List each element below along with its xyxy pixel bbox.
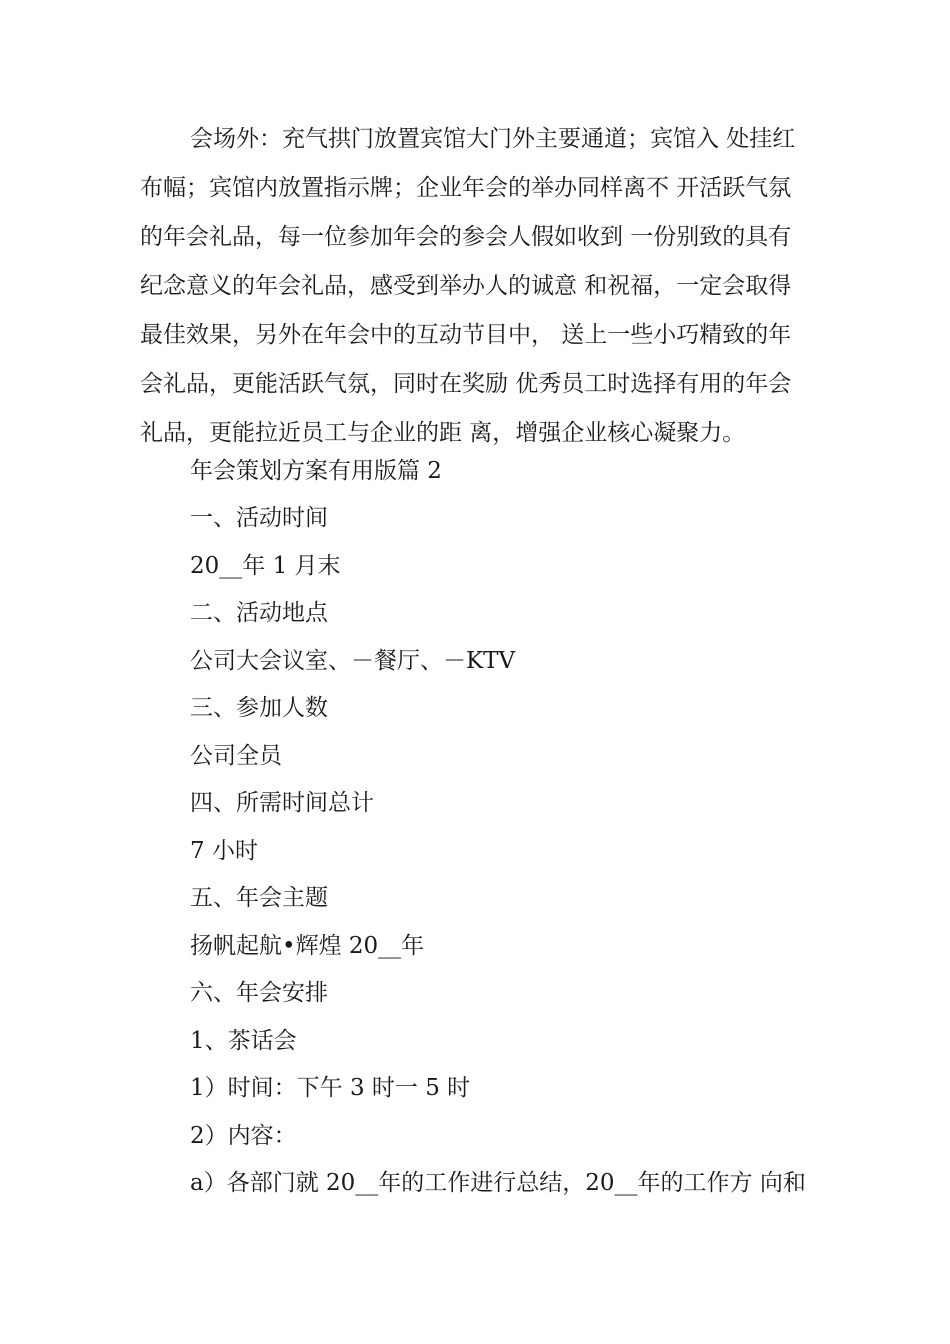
heading-total-time: 四、所需时间总计 <box>190 790 374 816</box>
tea-party-time: 1）时间：下午 3 时一 5 时 <box>190 1075 471 1101</box>
paragraph-line: 的年会礼品，每一位参加年会的参会人假如收到 一份别致的具有 <box>140 224 792 250</box>
paragraph-line: 会场外：充气拱门放置宾馆大门外主要通道；宾馆入 处挂红 <box>190 126 796 152</box>
heading-arrangement: 六、年会安排 <box>190 980 328 1006</box>
heading-activity-time: 一、活动时间 <box>190 505 328 531</box>
paragraph-line: 布幅；宾馆内放置指示牌；企业年会的举办同样离不 开活跃气氛 <box>140 175 792 201</box>
tea-party-content-item-a: a）各部门就 20__年的工作进行总结，20__年的工作方 向和 <box>190 1170 806 1196</box>
participants-value: 公司全员 <box>190 743 282 769</box>
tea-party-content-label: 2）内容： <box>190 1123 297 1149</box>
paragraph-line: 最佳效果，另外在年会中的互动节目中， 送上一些小巧精致的年 <box>140 322 792 348</box>
total-time-value: 7 小时 <box>190 838 258 864</box>
section-title: 年会策划方案有用版篇 2 <box>190 458 442 484</box>
theme-value: 扬帆起航•辉煌 20__年 <box>190 933 425 959</box>
heading-theme: 五、年会主题 <box>190 885 328 911</box>
paragraph-line: 纪念意义的年会礼品，感受到举办人的诚意 和祝福，一定会取得 <box>140 273 792 299</box>
subheading-tea-party: 1、茶话会 <box>190 1028 297 1054</box>
heading-participants: 三、参加人数 <box>190 695 328 721</box>
intro-paragraph <box>140 115 820 458</box>
paragraph-line: 会礼品，更能活跃气氛，同时在奖励 优秀员工时选择有用的年会 <box>140 371 792 397</box>
paragraph-line: 礼品，更能拉近员工与企业的距 离，增强企业核心凝聚力。 <box>140 420 746 446</box>
heading-activity-location: 二、活动地点 <box>190 600 328 626</box>
activity-location-value: 公司大会议室、－餐厅、－KTV <box>190 648 516 674</box>
activity-time-value: 20__年 1 月末 <box>190 553 341 579</box>
